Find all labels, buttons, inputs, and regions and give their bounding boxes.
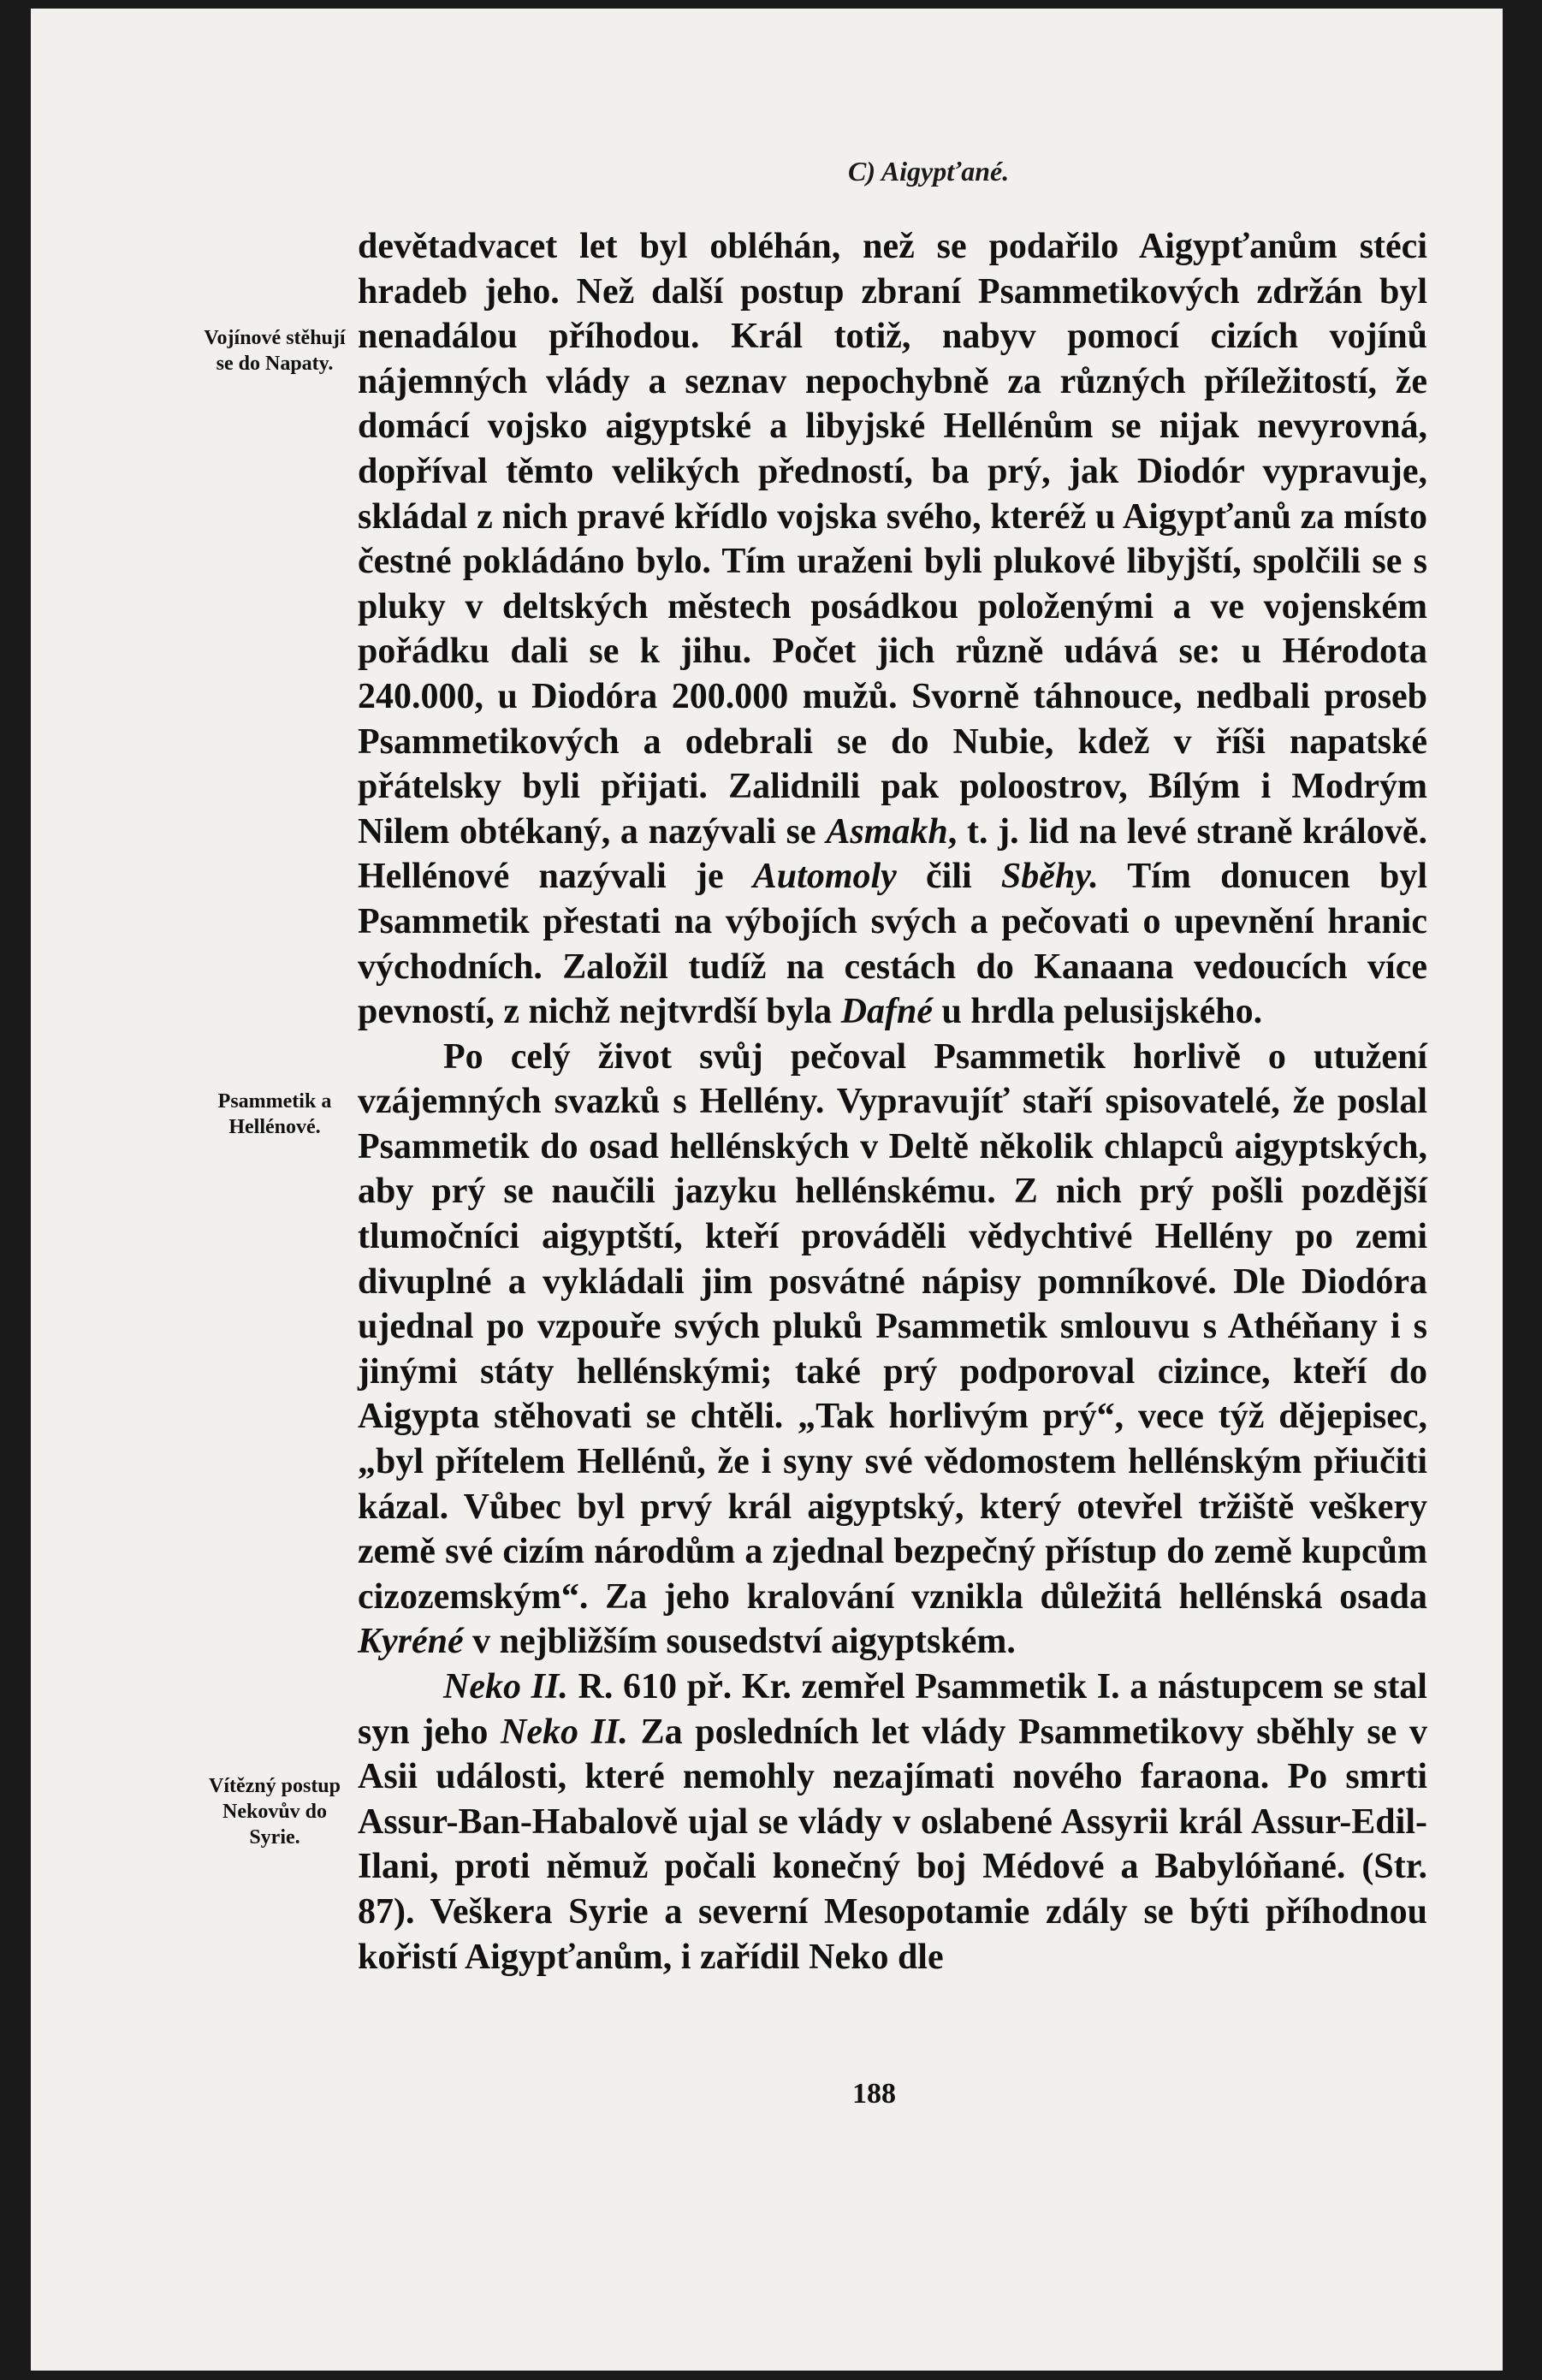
text-run: u hrdla pelusijského. [933, 992, 1263, 1032]
text-run: čili [896, 857, 1001, 897]
paragraph [358, 1665, 1427, 1979]
italic-term: Neko II. [501, 1712, 628, 1752]
italic-term: Asmakh [826, 811, 948, 852]
text-run: R. 610 př. Kr. zemřel Psammetik I. a nástupcem se stal syn jeho [358, 1667, 1427, 1752]
text-run: , t. j. lid na levé straně královĕ. Hellénové nazývali je [358, 811, 1427, 897]
margin-note-hellenes: Psammetik a Hellénové. [217, 1090, 332, 1138]
italic-term: Dafné [840, 992, 934, 1032]
italic-term: Sběhy. [1000, 857, 1099, 897]
text-run: Po celý život svůj pečoval Psammetik horlivě o utužení vzájemných svazků s Hellény. Vypravujíť staří spisovatelé, že poslal Psammetik do osad hellénských v Deltě několik chlapců aigyptských, aby prý se naučili jazyku hellénskému. Z nich prý pošli pozdější tlumočníci aigyptští, kteří prováděli vědychtivé Hellény po zemi divuplné a vykládali jim posvátné nápisy pomníkové. Dle Diodóra ujednal po vzpouře svých pluků Psammetik smlouvu s Athéňany i s jinými státy hellénskými; také prý podporoval cizince, kteří do Aigypta stěhovati se chtěli. „Tak horlivým prý“, vece týž dějepisec, „byl přítelem Hellénů, že i syny své vědomostem hellénským přiučiti kázal. Vůbec byl prvý král aigyptský, který otevřel tržiště veškery země své cizím národům a zjednal bezpečný přístup do země kupcům cizozemským“. Za jeho kralování vznikla důležitá hellénská osada [358, 1036, 1427, 1617]
running-title: C) Aigypťané. [848, 156, 1010, 187]
text-run: Tím donucen byl Psammetik přestati na výbojích svých a pečovati o upevnění hranic východních. Založil tudíž na cestách do Kanaana vedoucích více pevností, z nichž nejtvrdší byla [358, 857, 1427, 1032]
italic-term: Automoly [752, 857, 897, 897]
text-run: Za posledních let vlády Psammetikovy sběhly se v Asii události, které nemohly nezajímati nového faraona. Po smrti Assur-Ban-Habalově ujal se vlády v oslabené Assyrii král Assur-Edil-Ilani, proti němuž počali konečný boj Médové a Babylóňané. (Str. 87). Veškera Syrie a severní Mesopotamie zdály se býti příhodnou kořistí Aigypťanům, i zařídil Neko dle [358, 1712, 1427, 1977]
text-run: v nejbližším sousedství aigyptském. [463, 1622, 1016, 1662]
paragraph [358, 224, 1427, 1035]
italic-term: Kyréné [358, 1622, 464, 1662]
body-text [358, 224, 1427, 1979]
page-number: 188 [852, 2078, 896, 2110]
book-page [31, 9, 1503, 2371]
margin-note-neko: Vítězný postup Nekovův do Syrie. [208, 1775, 341, 1849]
text-run: devětadvacet let byl obléhán, než se podařilo Aigypťanům stéci hradeb jeho. Než další postup zbraní Psammetikových zdržán byl nenadálou příhodou. Král totiž, nabyv pomocí cizích vojínů nájemných vlády a seznav nepochybně za různých příležitostí, že domácí vojsko aigyptské a libyjské Hellénům se nijak nevyrovná, dopříval těmto velikých předností, ba prý, jak Diodór vypravuje, skládal z nich pravé křídlo vojska svého, kteréž u Aigypťanů za místo čestné pokládáno bylo. Tím uraženi byli plukové libyjští, spolčili se s pluky v deltských městech posádkou položenými a ve vojenském pořádku dali se k jihu. Počet jich různě udává se: u Hérodota 240.000, u Diodóra 200.000 mužů. Svorně táhnouce, nedbali proseb Psammetikových a odebrali se do Nubie, kdež v říši napatské přátelsky byli přijati. Zalidnili pak poloostrov, Bílým i Modrým Nilem obtékaný, a nazývali se [358, 227, 1427, 852]
paragraph [358, 1035, 1427, 1665]
italic-term: Neko II. [443, 1667, 568, 1706]
margin-note-napata: Vojínové stěhují se do Napaty. [204, 327, 346, 375]
